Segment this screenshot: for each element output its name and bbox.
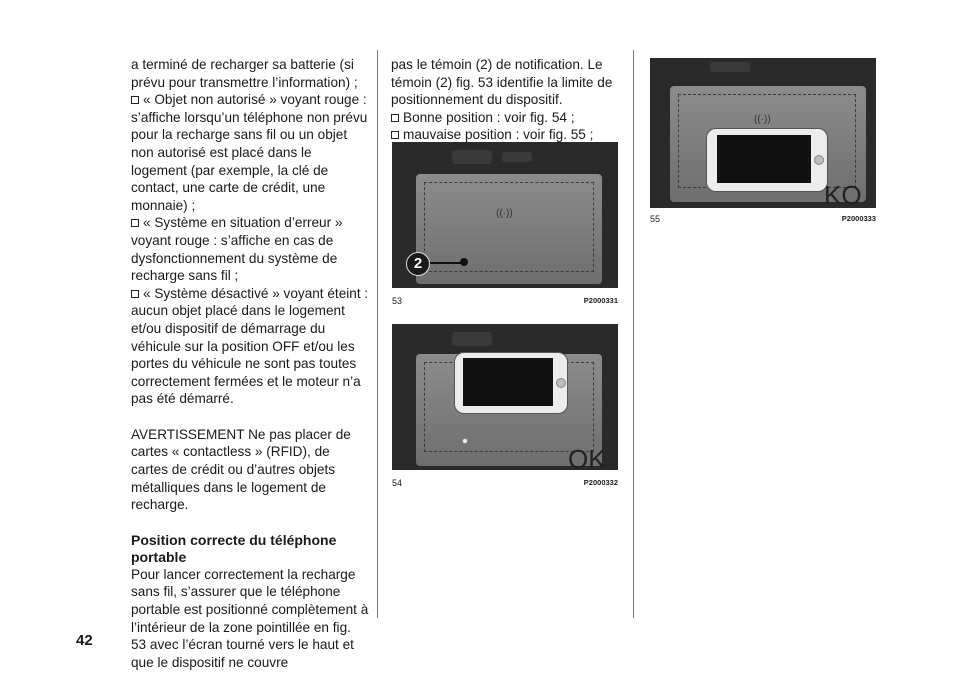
bullet-item	[131, 285, 369, 408]
paragraph: a terminé de recharger sa batterie (si prévu pour transmettre l’information) ;	[131, 57, 358, 90]
figure-number: 54	[392, 478, 403, 488]
warning-paragraph: AVERTISSEMENT Ne pas placer de cartes « contactless » (RFID), de cartes de crédit ou d’autres objets métalliques dans le logement de recharge.	[131, 426, 351, 513]
figure-54-illustration	[392, 324, 618, 470]
phone-illustration	[454, 352, 568, 414]
bullet-item	[131, 91, 369, 214]
column-divider	[633, 50, 634, 618]
wireless-charging-icon: ((·))	[754, 114, 771, 125]
callout-badge: 2	[406, 252, 430, 276]
section-heading: Position correcte du téléphone portable	[131, 531, 337, 565]
phone-screen	[463, 358, 553, 406]
phone-screen	[717, 135, 811, 183]
text-column-2	[391, 56, 623, 144]
text-column-1	[131, 56, 369, 671]
bullet-text: mauvaise position : voir fig. 55 ;	[403, 127, 594, 143]
console-trim	[710, 62, 750, 72]
notification-led	[462, 438, 468, 444]
console-trim	[452, 150, 492, 164]
phone-illustration	[706, 128, 828, 192]
figure-code: P2000333	[841, 214, 876, 223]
figure-caption	[392, 296, 618, 306]
phone-home-button	[556, 378, 566, 388]
bullet-item	[391, 109, 623, 127]
figure-53-illustration	[392, 142, 618, 288]
phone-home-button	[814, 155, 824, 165]
figure-caption	[392, 478, 618, 488]
ko-label: KO	[824, 180, 862, 208]
page-number: 42	[76, 632, 93, 649]
ok-label: OK	[568, 444, 606, 470]
figure-code: P2000332	[583, 478, 618, 487]
figure-number: 55	[650, 214, 661, 224]
console-trim	[452, 332, 492, 346]
positioning-zone	[424, 182, 594, 272]
bullet-text: « Système désactivé » voyant éteint : aucun objet placé dans le logement et/ou dispositif de démarrage du véhicule sur la position OFF et/ou les portes du véhicule ne sont pas toutes correctement fermées et le moteur n’a pas été démarré.	[131, 285, 369, 407]
figure-number: 53	[392, 296, 403, 306]
notification-led	[460, 258, 468, 266]
callout-line	[426, 262, 462, 264]
figure-code: P2000331	[583, 296, 618, 305]
bullet-text: Bonne position : voir fig. 54 ;	[403, 109, 575, 125]
bullet-text: « Système en situation d’erreur » voyant rouge : s’affiche en cas de dysfonctionnement du système de recharge sans fil ;	[131, 215, 343, 284]
figure-55-illustration	[650, 58, 876, 208]
bullet-text: « Objet non autorisé » voyant rouge : s’affiche lorsqu’un téléphone non prévu pour la recharge sans fil ou un objet non autorisé est placé dans le logement (par exemple, la clé de contact, une carte de crédit, une monnaie) ;	[131, 92, 368, 213]
figure-caption	[650, 214, 876, 224]
paragraph: Pour lancer correctement la recharge sans fil, s’assurer que le téléphone portable est positionné complètement à l’intérieur de la zone pointillée en fig. 53 avec l’écran tourné vers le haut et que le dispositif ne couvre	[131, 566, 369, 670]
console-trim	[502, 152, 532, 162]
bullet-item	[131, 214, 369, 284]
section-side-title	[84, 40, 114, 400]
wireless-charging-icon: ((·))	[496, 208, 513, 219]
paragraph: pas le témoin (2) de notification. Le témoin (2) fig. 53 identifie la limite de positionnement du dispositif.	[391, 57, 613, 108]
column-divider	[377, 50, 378, 618]
